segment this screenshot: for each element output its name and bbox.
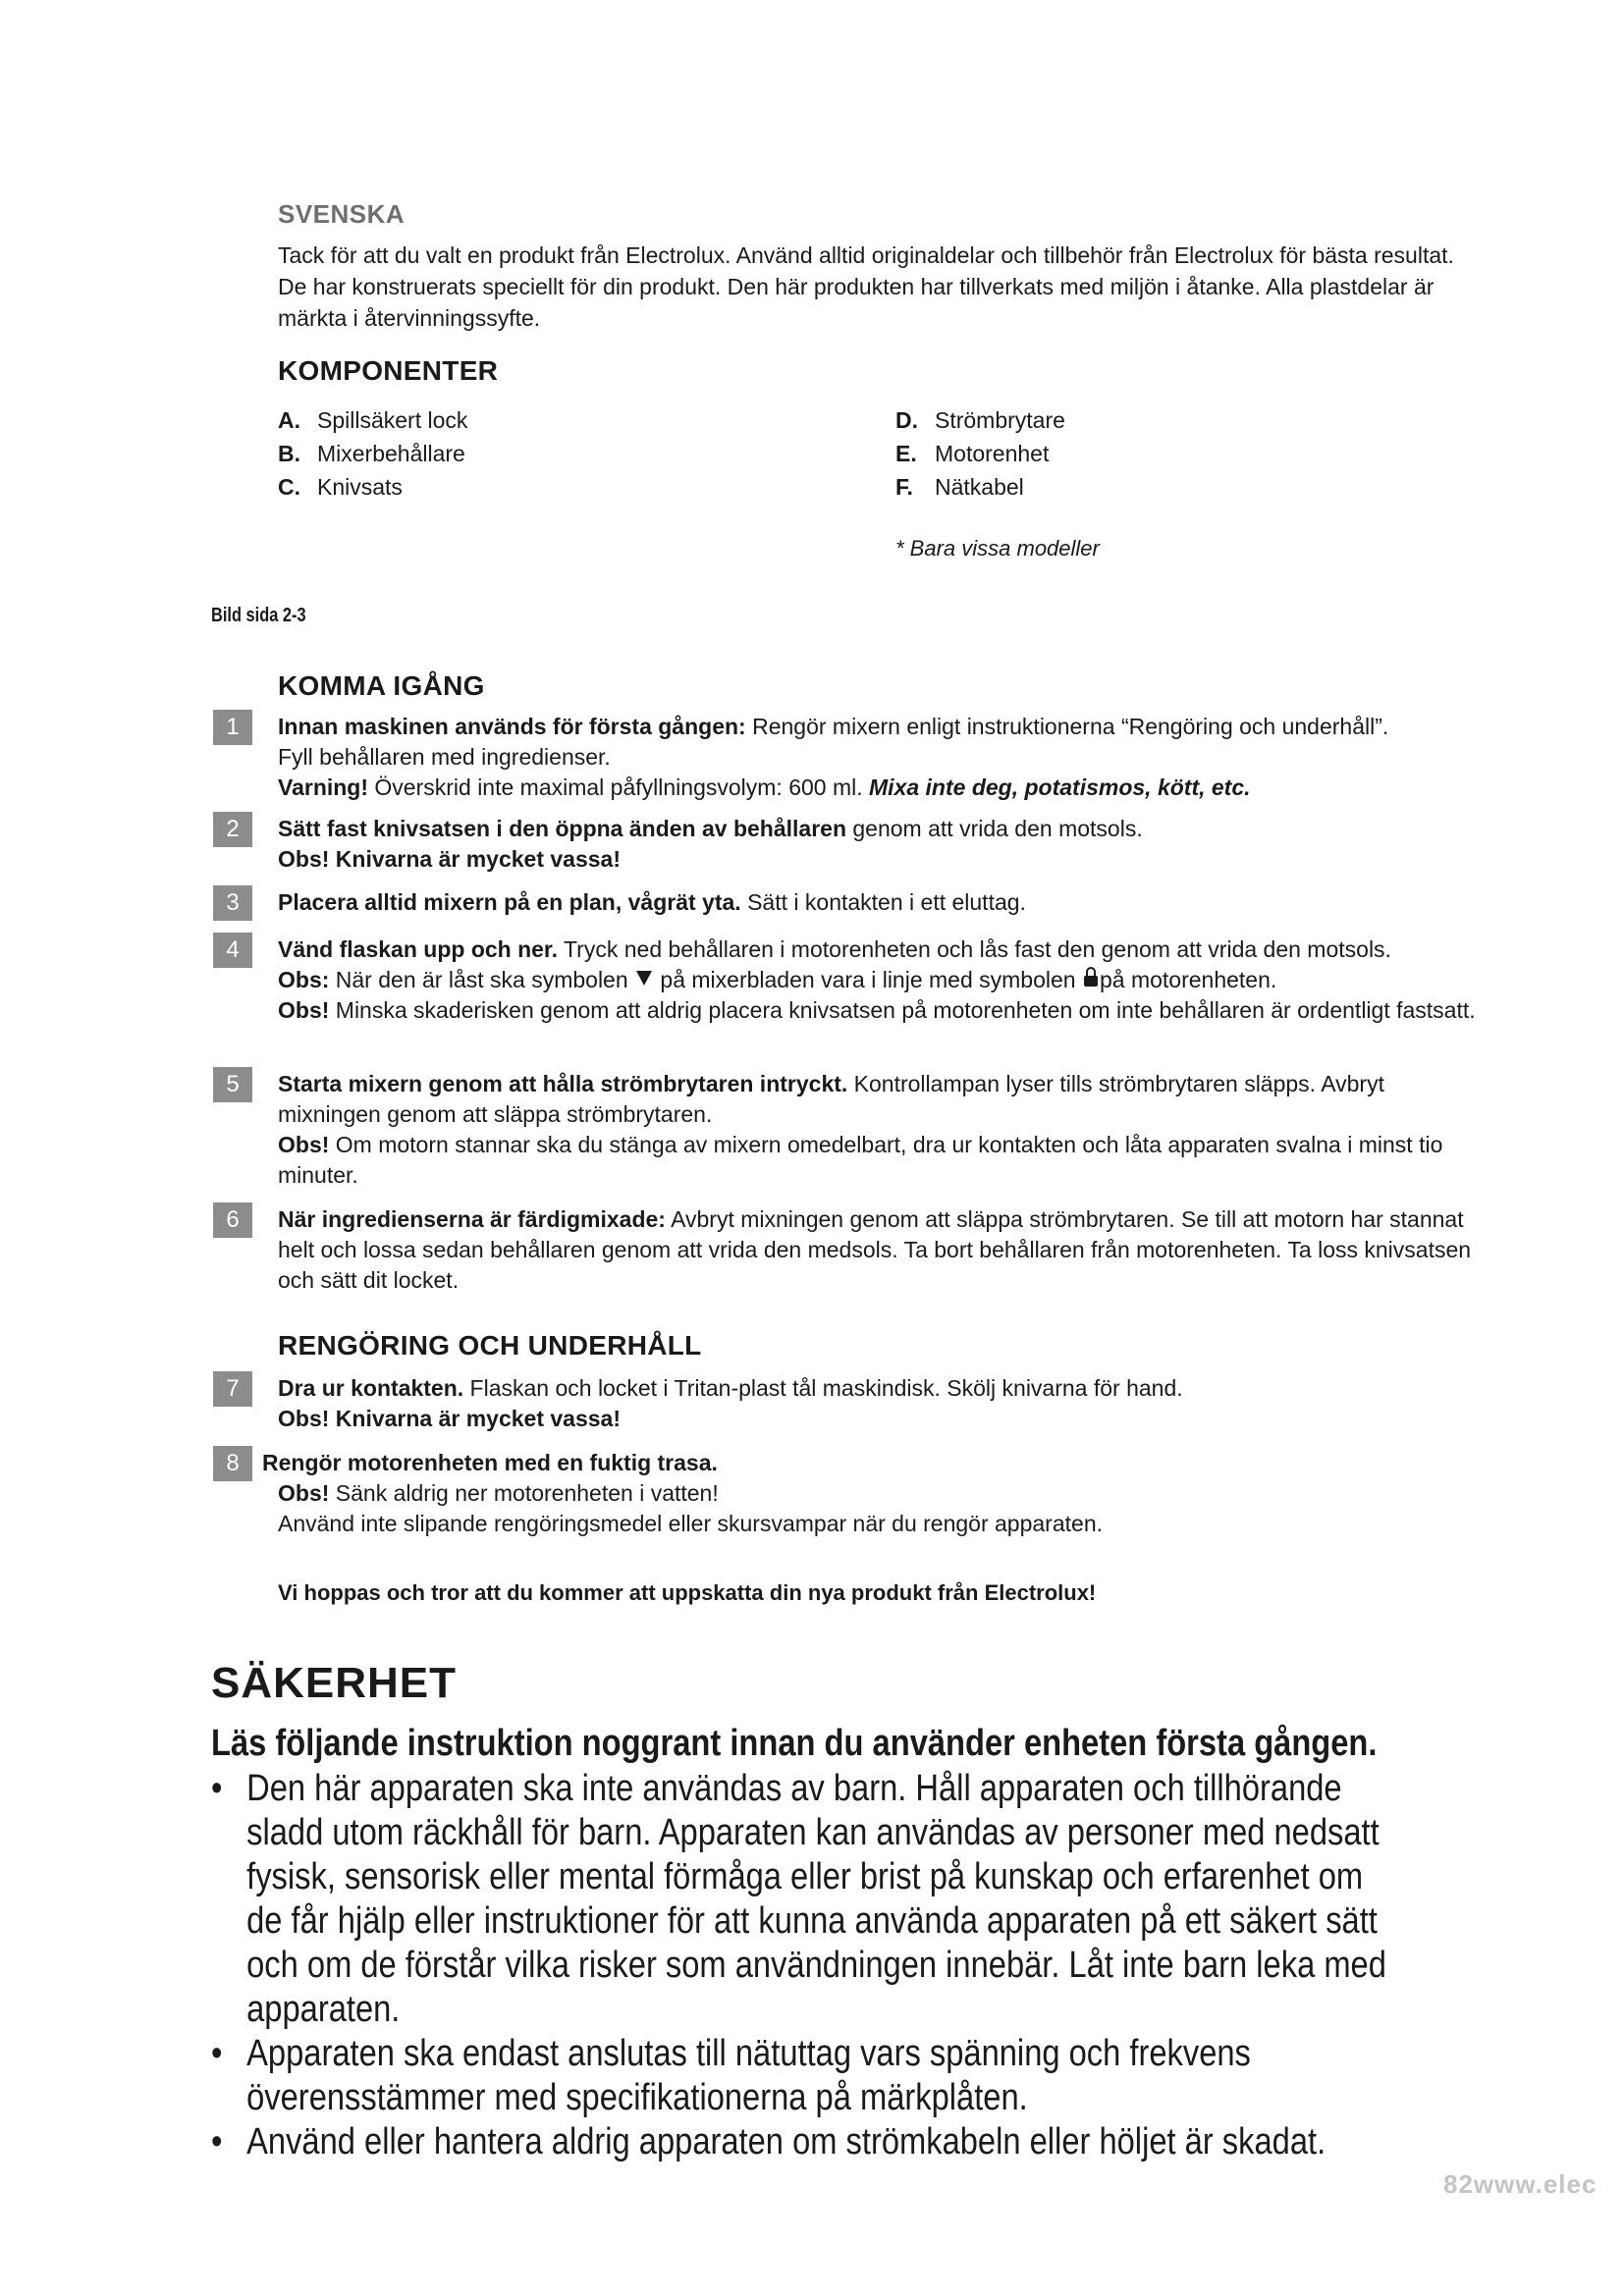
triangle-down-icon: [634, 965, 654, 995]
components-heading: KOMPONENTER: [278, 355, 499, 386]
step-3-text: Placera alltid mixern på en plan, vågrät yta. Sätt i kontakten i ett eluttag.: [278, 889, 1026, 915]
step-7-text: Dra ur kontakten. Flaskan och locket i Tritan-plast tål maskindisk. Skölj knivarna för hand. Obs! Knivarna är mycket vassa!: [278, 1375, 1183, 1431]
step-number-4: 4: [213, 933, 252, 968]
components-list-right: [895, 403, 1065, 504]
step-5-text: Starta mixern genom att hålla strömbrytaren intryckt. Kontrollampan lyser tills strömbrytaren släpps. Avbryt mixningen genom att släppa strömbrytaren. Obs! Om motorn stannar ska du stänga av mixern omedelbart, dra ur kontakten och låta apparaten svalna i minst tio minuter.: [278, 1071, 1443, 1188]
language-heading: SVENSKA: [278, 199, 406, 229]
models-note: * Bara vissa modeller: [895, 536, 1100, 561]
safety-item: • Använd eller hantera aldrig apparaten om strömkabeln eller höljet är skadat.: [211, 2121, 1326, 2163]
safety-item: • Den här apparaten ska inte användas av barn. Håll apparaten och tillhörande sladd utom räckhåll för barn. Apparaten kan användas av personer med nedsatt fysisk, sensorisk eller mental förmåga eller brist på kunskap och erfarenhet om de får hjälp eller instruktioner för att kunna använda apparaten på ett säkert sätt och om de förstår vilka risker som användningen innebär. Låt inte barn leka med apparaten.: [211, 1768, 1386, 2030]
component-item: C. Knivsats: [278, 474, 403, 500]
component-item: D. Strömbrytare: [895, 407, 1065, 433]
component-item: B. Mixerbehållare: [278, 441, 465, 466]
safety-heading: SÄKERHET: [211, 1659, 458, 1707]
lock-icon: [1082, 965, 1100, 995]
step-number-1: 1: [213, 710, 252, 745]
step-4-text: Vänd flaskan upp och ner. Tryck ned behållaren i motorenheten och lås fast den genom att vrida den motsols. Obs: När den är låst ska symbolen på mixerbladen vara i linje med symbolen på motorenheten. Obs! Minska skaderisken genom att aldrig placera knivsatsen på motorenheten om inte behållaren är ordentligt fastsatt.: [278, 936, 1476, 1023]
step-8-text: Rengör motorenheten med en fuktig trasa. Obs! Sänk aldrig ner motorenheten i vatten! Använd inte slipande rengöringsmedel eller skursvampar när du rengör apparaten.: [262, 1450, 1103, 1536]
step-2-text: Sätt fast knivsatsen i den öppna änden av behållaren genom att vrida den motsols. Obs! Knivarna är mycket vassa!: [278, 816, 1143, 872]
intro-paragraph: Tack för att du valt en produkt från Electrolux. Använd alltid originaldelar och tillbehör från Electrolux för bästa resultat. De har konstruerats speciellt för din produkt. Den här produkten har tillverkats med miljön i åtanke. Alla plastdelar är märkta i återvinningssyfte.: [278, 242, 1454, 331]
step-number-6: 6: [213, 1202, 252, 1238]
getting-started-heading: KOMMA IGÅNG: [278, 670, 485, 701]
components-list-left: [278, 403, 467, 504]
cleaning-heading: RENGÖRING OCH UNDERHÅLL: [278, 1330, 702, 1361]
step-number-8: 8: [213, 1446, 252, 1481]
step-1-text: Innan maskinen används för första gången: Rengör mixern enligt instruktionerna “Rengöring och underhåll”. Fyll behållaren med ingredienser. Varning! Överskrid inte maximal påfyllningsvolym: 600 ml. Mixa inte deg, potatismos, kött, etc.: [278, 714, 1389, 800]
step-6-text: När ingredienserna är färdigmixade: Avbryt mixningen genom att släppa strömbrytaren. Se till att motorn har stannat helt och lossa sedan behållaren genom att vrida den medsols. Ta bort behållaren från motorenheten. Ta loss knivsatsen och sätt dit locket.: [278, 1206, 1472, 1293]
safety-list: [211, 1767, 1393, 2164]
step-number-2: 2: [213, 812, 252, 847]
page-footer: 82www.elec: [1443, 2169, 1597, 2199]
closing-message: Vi hoppas och tror att du kommer att uppskatta din nya produkt från Electrolux!: [278, 1580, 1097, 1605]
component-item: F. Nätkabel: [895, 474, 1024, 500]
figure-reference: Bild sida 2-3: [211, 605, 306, 626]
safety-item: • Apparaten ska endast anslutas till nätuttag vars spänning och frekvens överensstämmer med specifikationerna på märkplåten.: [211, 2033, 1251, 2118]
safety-subtitle: Läs följande instruktion noggrant innan du använder enheten första gången.: [211, 1723, 1378, 1764]
component-item: A. Spillsäkert lock: [278, 407, 468, 433]
step-number-3: 3: [213, 885, 252, 921]
step-number-7: 7: [213, 1371, 252, 1407]
step-number-5: 5: [213, 1067, 252, 1102]
component-item: E. Motorenhet: [895, 441, 1050, 466]
